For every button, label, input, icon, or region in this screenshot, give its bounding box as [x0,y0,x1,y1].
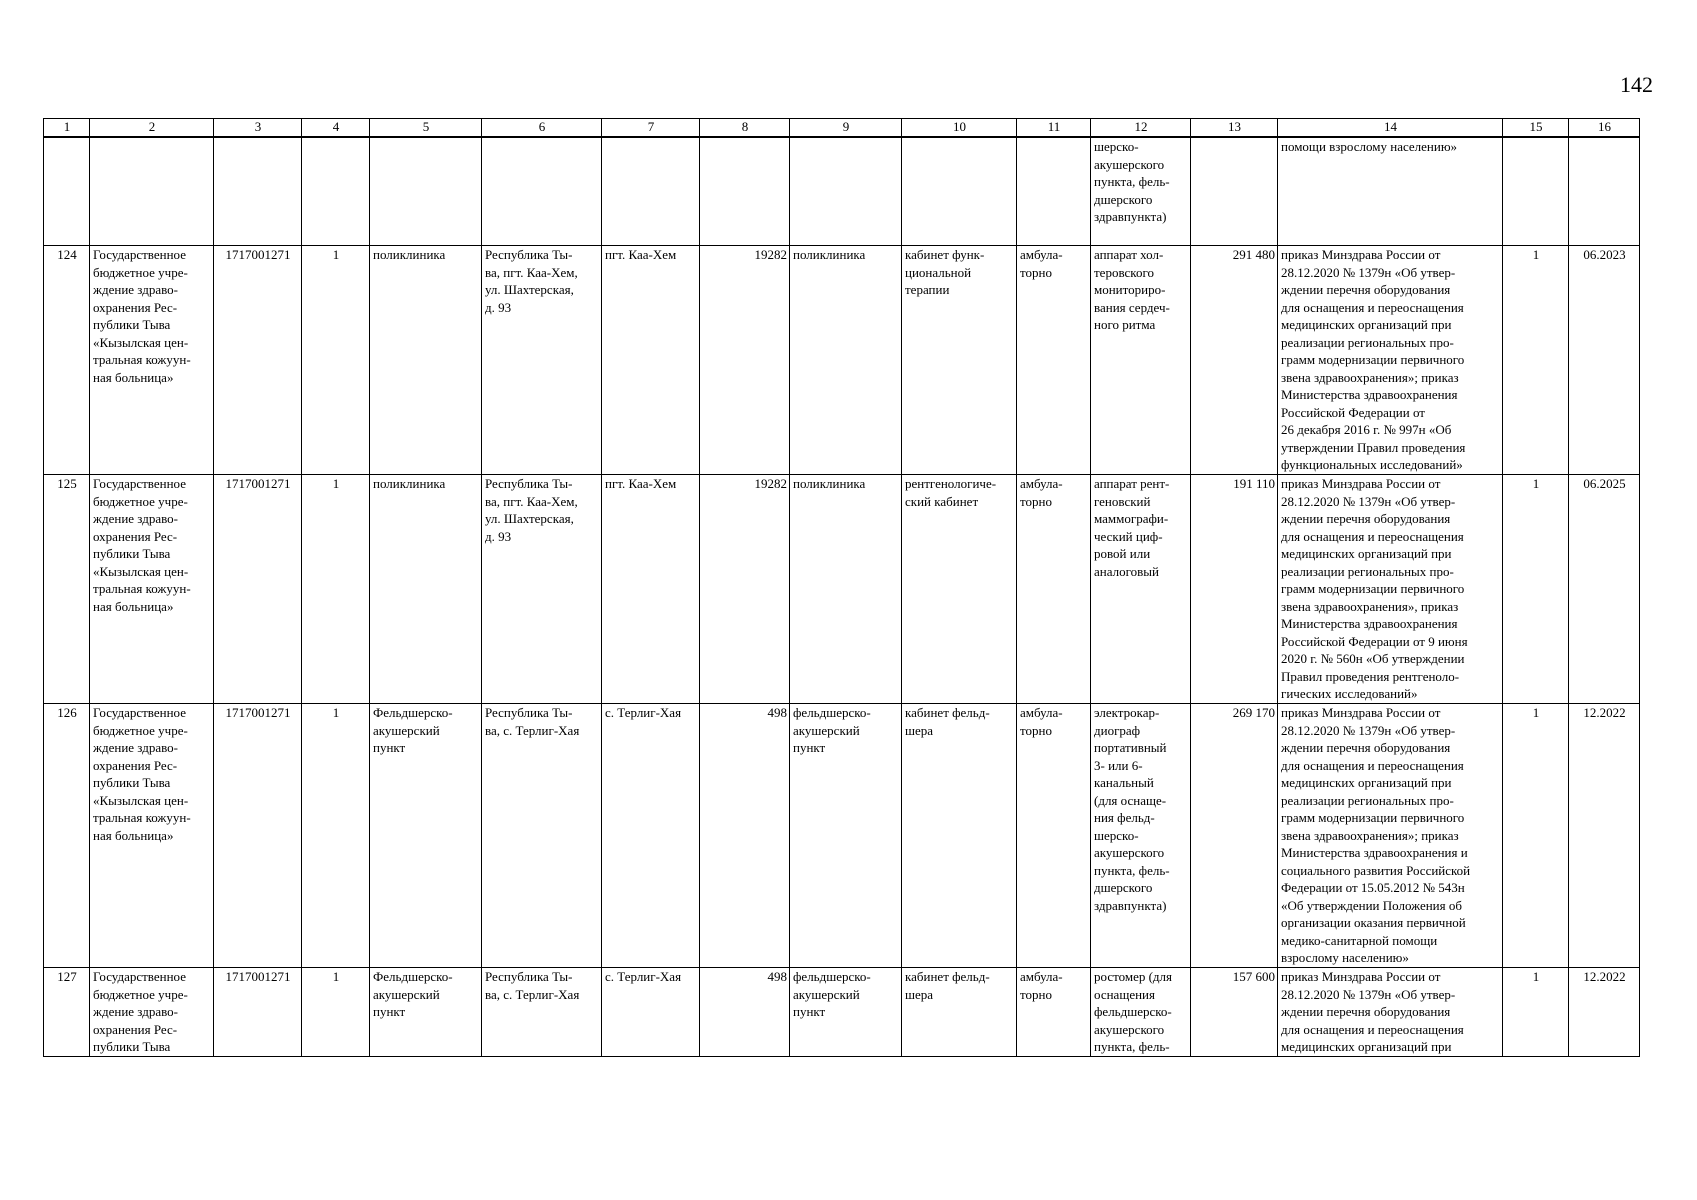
population-cell: 19282 [700,475,790,704]
table-cell [1503,137,1569,246]
room-cell: рентгенологиче- ский кабинет [902,475,1017,704]
population-cell: 498 [700,704,790,968]
inn-cell: 1717001271 [214,246,302,475]
col-header: 11 [1017,119,1091,138]
price-cell: 191 110 [1191,475,1278,704]
col-header: 13 [1191,119,1278,138]
table-row [44,246,1640,475]
table-cell [1191,137,1278,246]
table-cell [700,137,790,246]
locality-cell: пгт. Каа-Хем [602,475,700,704]
col-header: 16 [1569,119,1640,138]
unit-cell: поликлиника [790,246,902,475]
row-number: 126 [44,704,90,968]
col-header: 8 [700,119,790,138]
date-cell: 12.2022 [1569,704,1640,968]
population-cell: 498 [700,968,790,1057]
row-number: 124 [44,246,90,475]
organization-cell: Государственное бюджетное учре- ждение здраво- охранения Рес- публики Тыва [90,968,214,1057]
quantity-cell: 1 [1503,968,1569,1057]
table-cell [214,137,302,246]
table-cell [602,137,700,246]
quantity-cell: 1 [1503,475,1569,704]
equipment-cell: шерско- акушерского пункта, фель- дшерского здравпункта) [1091,137,1191,246]
order-cell: приказ Минздрава России от 28.12.2020 № 1379н «Об утвер- ждении перечня оборудования для оснащения и переоснащения медицинских организаций при реализации региональных про- грамм модернизации первичного звена здравоохранения», приказ Министерства здравоохранения Российской Федерации от 9 июня 2020 г. № 560н «Об утверждении Правил проведения рентгеноло- гических исследований» [1278,475,1503,704]
equipment-cell: аппарат хол- теровского мониториро- вания сердеч- ного ритма [1091,246,1191,475]
order-cell: приказ Минздрава России от 28.12.2020 № 1379н «Об утвер- ждении перечня оборудования для оснащения и переоснащения медицинских организаций при реализации региональных про- грамм модернизации первичного звена здравоохранения»; приказ Министерства здравоохранения и социального развития Российской Федерации от 15.05.2012 № 543н «Об утверждении Положения об организации оказания первичной медико-санитарной помощи взрослому населению» [1278,704,1503,968]
col-header: 10 [902,119,1017,138]
room-cell: кабинет фельд- шера [902,968,1017,1057]
table-cell [1569,137,1640,246]
inn-cell: 1717001271 [214,475,302,704]
unit-cell: поликлиника [790,475,902,704]
order-cell: приказ Минздрава России от 28.12.2020 № 1379н «Об утвер- ждении перечня оборудования для оснащения и переоснащения медицинских организаций при [1278,968,1503,1057]
facility-type-cell: поликлиника [370,475,482,704]
col-header: 4 [302,119,370,138]
inn-cell: 1717001271 [214,968,302,1057]
table-cell [370,137,482,246]
locality-cell: с. Терлиг-Хая [602,704,700,968]
equipment-cell: аппарат рент- геновский маммографи- ческий циф- ровой или аналоговый [1091,475,1191,704]
order-cell: помощи взрослому населению» [1278,137,1503,246]
mode-cell: амбула- торно [1017,968,1091,1057]
col-header: 14 [1278,119,1503,138]
facility-type-cell: поликлиника [370,246,482,475]
mode-cell: амбула- торно [1017,475,1091,704]
table-row [44,475,1640,704]
facility-type-cell: Фельдшерско- акушерский пункт [370,968,482,1057]
continuation-row [44,137,1640,246]
row-number: 127 [44,968,90,1057]
organization-cell: Государственное бюджетное учре- ждение здраво- охранения Рес- публики Тыва «Кызылская цен- тральная кожуун- ная больница» [90,246,214,475]
table-row [44,968,1640,1057]
unit-cell: фельдшерско- акушерский пункт [790,968,902,1057]
equipment-cell: ростомер (для оснащения фельдшерско- акушерского пункта, фель- [1091,968,1191,1057]
price-cell: 269 170 [1191,704,1278,968]
address-cell: Республика Ты- ва, с. Терлиг-Хая [482,968,602,1057]
quantity-cell: 1 [1503,704,1569,968]
page-number: 142 [1620,72,1653,97]
organization-cell: Государственное бюджетное учре- ждение здраво- охранения Рес- публики Тыва «Кызылская цен- тральная кожуун- ная больница» [90,704,214,968]
address-cell: Республика Ты- ва, пгт. Каа-Хем, ул. Шахтерская, д. 93 [482,246,602,475]
quantity-cell: 1 [1503,246,1569,475]
order-cell: приказ Минздрава России от 28.12.2020 № 1379н «Об утвер- ждении перечня оборудования для оснащения и переоснащения медицинских организаций при реализации региональных про- грамм модернизации первичного звена здравоохранения»; приказ Министерства здравоохранения Российской Федерации от 26 декабря 2016 г. № 997н «Об утверждении Правил проведения функциональных исследований» [1278,246,1503,475]
table-cell [790,137,902,246]
date-cell: 06.2023 [1569,246,1640,475]
population-cell: 19282 [700,246,790,475]
table-cell [90,137,214,246]
col4-cell: 1 [302,246,370,475]
mode-cell: амбула- торно [1017,246,1091,475]
table-row [44,704,1640,968]
room-cell: кабинет фельд- шера [902,704,1017,968]
col-header: 2 [90,119,214,138]
col-header: 1 [44,119,90,138]
header-row [44,119,1640,138]
col4-cell: 1 [302,475,370,704]
address-cell: Республика Ты- ва, с. Терлиг-Хая [482,704,602,968]
col-header: 5 [370,119,482,138]
unit-cell: фельдшерско- акушерский пункт [790,704,902,968]
equipment-table [43,118,1640,1057]
equipment-cell: электрокар- диограф портативный 3- или 6- канальный (для оснаще- ния фельд- шерско- акушерского пункта, фель- дшерского здравпункта) [1091,704,1191,968]
date-cell: 12.2022 [1569,968,1640,1057]
col-header: 3 [214,119,302,138]
date-cell: 06.2025 [1569,475,1640,704]
locality-cell: с. Терлиг-Хая [602,968,700,1057]
price-cell: 157 600 [1191,968,1278,1057]
col-header: 12 [1091,119,1191,138]
address-cell: Республика Ты- ва, пгт. Каа-Хем, ул. Шахтерская, д. 93 [482,475,602,704]
locality-cell: пгт. Каа-Хем [602,246,700,475]
facility-type-cell: Фельдшерско- акушерский пункт [370,704,482,968]
col4-cell: 1 [302,704,370,968]
price-cell: 291 480 [1191,246,1278,475]
row-number: 125 [44,475,90,704]
table-cell [44,137,90,246]
table-cell [482,137,602,246]
col-header: 9 [790,119,902,138]
mode-cell: амбула- торно [1017,704,1091,968]
table-cell [902,137,1017,246]
organization-cell: Государственное бюджетное учре- ждение здраво- охранения Рес- публики Тыва «Кызылская цен- тральная кожуун- ная больница» [90,475,214,704]
col-header: 7 [602,119,700,138]
room-cell: кабинет функ- циональной терапии [902,246,1017,475]
inn-cell: 1717001271 [214,704,302,968]
table-cell [1017,137,1091,246]
col4-cell: 1 [302,968,370,1057]
col-header: 6 [482,119,602,138]
col-header: 15 [1503,119,1569,138]
table-cell [302,137,370,246]
